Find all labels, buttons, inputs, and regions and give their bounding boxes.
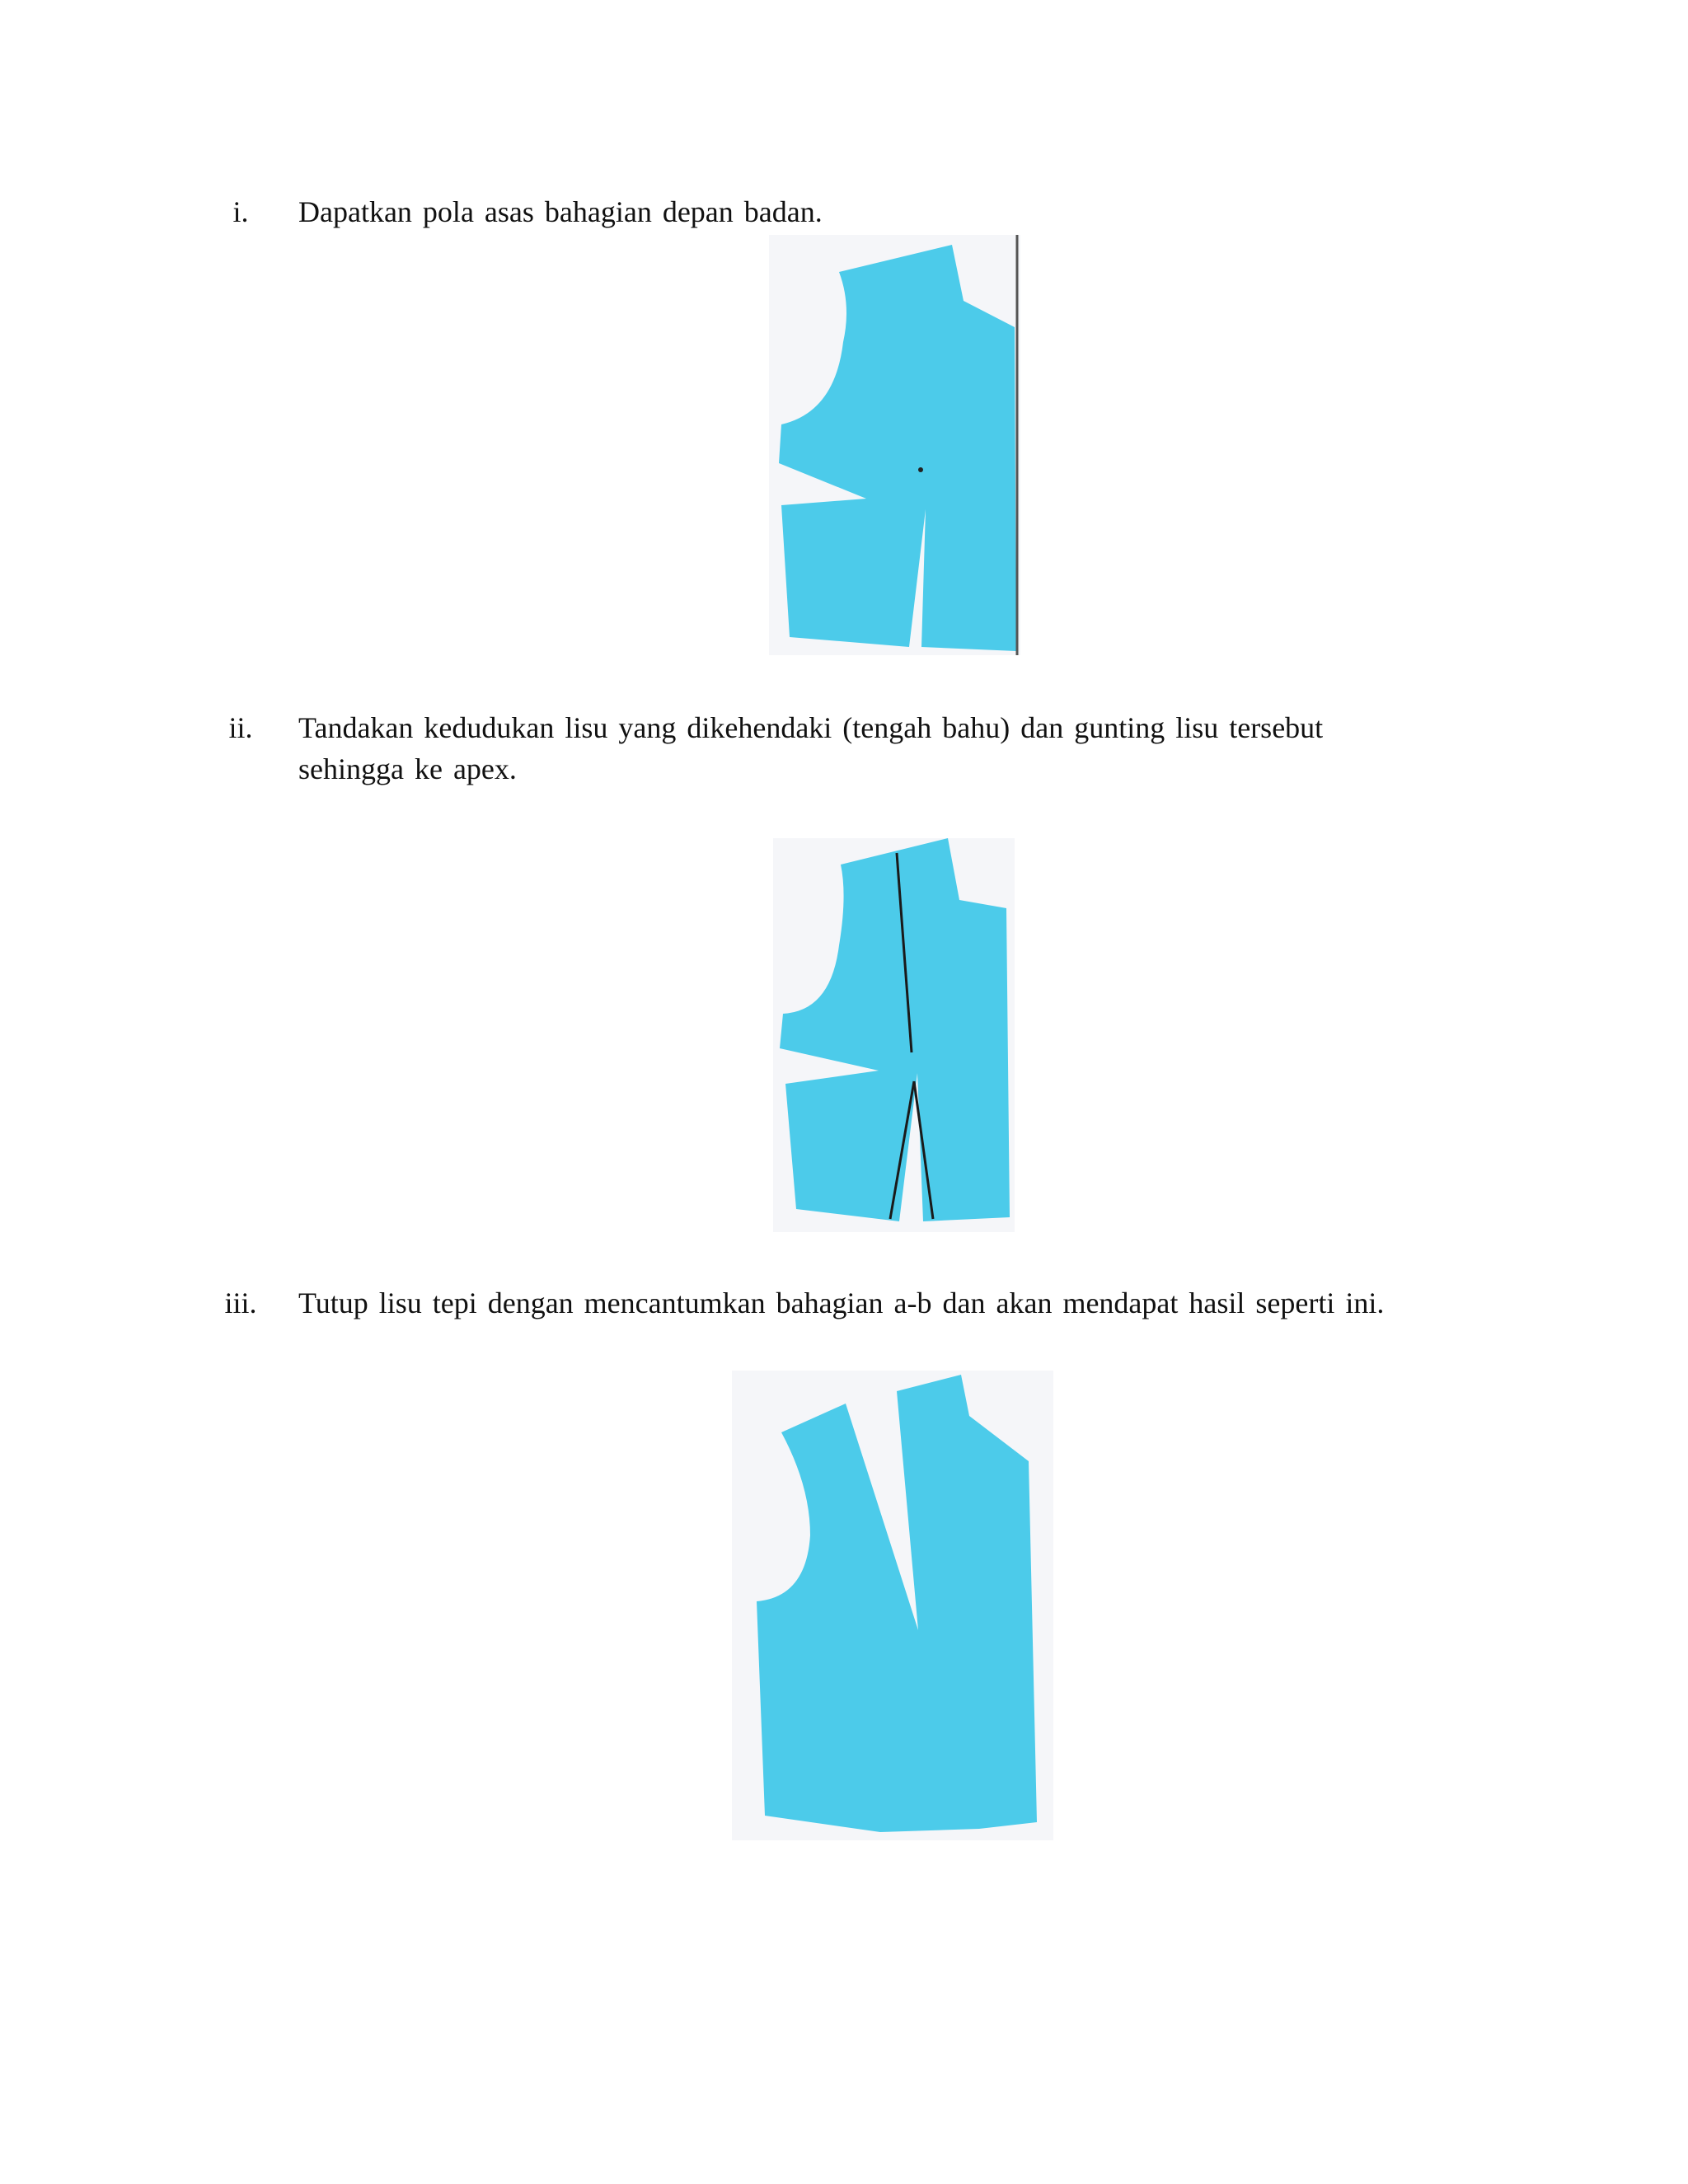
apex-point xyxy=(918,467,923,472)
bodice-pattern-shape xyxy=(779,245,1016,651)
bodice-pattern-photo-1 xyxy=(769,235,1020,655)
bodice-pattern-photo-2 xyxy=(773,838,1015,1232)
step-1-text: Dapatkan pola asas bahagian depan badan. xyxy=(298,195,823,228)
bodice-result-pattern xyxy=(732,1371,1053,1840)
step-3-text: Tutup lisu tepi dengan mencantumkan bahagian a-b dan akan mendapat hasil seperti ini. xyxy=(298,1286,1385,1319)
step-2-number: ii. xyxy=(228,711,253,744)
bodice-pattern-photo-3 xyxy=(732,1371,1053,1840)
step-2-text: Tandakan kedudukan lisu yang dikehendaki (tengah bahu) dan gunting lisu tersebut sehingga ke apex. xyxy=(298,711,1324,785)
bodice-basic-pattern xyxy=(769,235,1020,655)
step-1-number: i. xyxy=(232,195,249,228)
bodice-pattern-shape xyxy=(757,1375,1037,1832)
step-3-number: iii. xyxy=(224,1286,257,1319)
bodice-marked-pattern xyxy=(773,838,1015,1232)
bodice-pattern-shape xyxy=(780,838,1010,1221)
